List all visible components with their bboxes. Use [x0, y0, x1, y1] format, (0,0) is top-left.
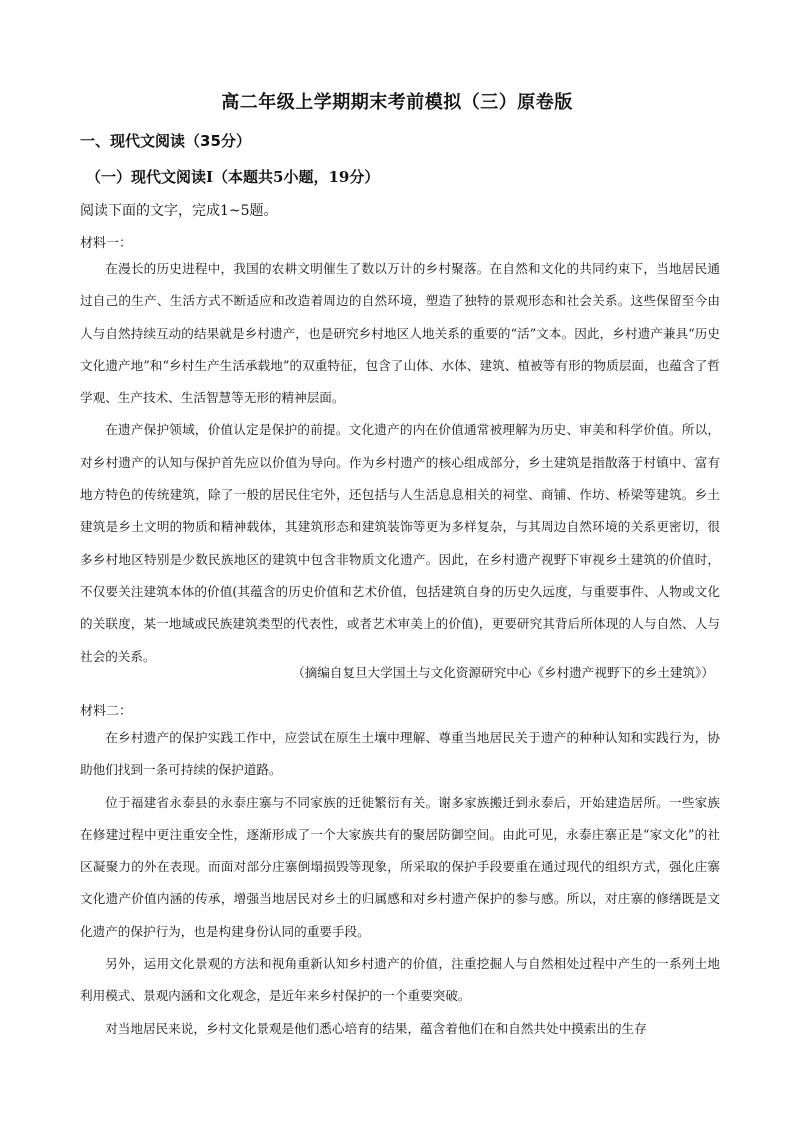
page-title: 高二年级上学期期末考前模拟（三）原卷版	[221, 92, 573, 113]
material-two-body	[80, 722, 720, 1045]
instruction-text: 阅读下面的文字，完成1~5题。	[80, 203, 278, 219]
subsection-heading: （一）现代文阅读Ⅰ（本题共5小题，19分）	[86, 168, 380, 186]
material-two-paragraph: 在乡村遗产的保护实践工作中，应尝试在原生土壤中理解、尊重当地居民关于遗产的种种认知和实践行为，协助他们找到一条可持续的保护道路。	[80, 730, 720, 778]
material-one-body	[80, 253, 720, 673]
material-two-paragraph: 另外，运用文化景观的方法和视角重新认知乡村遗产的价值，注重挖掘人与自然相处过程中产生的一系列土地利用模式、景观内涵和文化观念，是近年来乡村保护的一个重要突破。	[80, 956, 720, 1004]
material-one-paragraph: 在遗产保护领域，价值认定是保护的前提。文化遗产的内在价值通常被理解为历史、审美和科学价值。所以，对乡村遗产的认知与保护首先应以价值为导向。作为乡村遗产的核心组成部分，乡土建筑是指散落于村镇中、富有地方特色的传统建筑，除了一般的居民住宅外，还包括与人生活息息相关的祠堂、商铺、作坊、桥梁等建筑。乡土建筑是乡土文明的物质和精神载体，其建筑形态和建筑装饰等更为多样复杂，与其周边自然环境的关系更密切，很多乡村地区特别是少数民族地区的建筑中包含非物质文化遗产。因此，在乡村遗产视野下审视乡土建筑的价值时，不仅要关注建筑本体的价值(其蕴含的历史价值和艺术价值，包括建筑自身的历史久远度，与重要事件、人物或文化的关联度，某一地域或民族建筑类型的代表性，或者艺术审美上的价值)，更要研究其背后所体现的人与自然、人与社会的关系。	[80, 422, 720, 664]
material-two-paragraph: 对当地居民来说，乡村文化景观是他们悉心培育的结果，蕴含着他们在和自然共处中摸索出的生存	[105, 1020, 647, 1036]
material-one-paragraph: 在漫长的历史进程中，我国的农耕文明催生了数以万计的乡村聚落。在自然和文化的共同约束下，当地居民通过自己的生产、生活方式不断适应和改造着周边的自然环境，塑造了独特的景观形态和社会关系。这些保留至今由人与自然持续互动的结果就是乡村遗产，也是研究乡村地区人地关系的重要的“活”文本。因此，乡村遗产兼具“历史文化遗产地”和“乡村生产生活承载地”的双重特征，包含了山体、水体、建筑、植被等有形的物质层面，也蕴含了哲学观、生产技术、生活智慧等无形的精神层面。	[80, 261, 720, 406]
section-heading: 一、现代文阅读（35分）	[80, 132, 251, 150]
material-two-paragraph: 位于福建省永泰县的永泰庄寨与不同家族的迁徙繁衍有关。谢多家族搬迁到永泰后，开始建造居所。一些家族在修建过程中更注重安全性，逐渐形成了一个大家族共有的聚居防御空间。由此可见，永泰庄寨正是“家文化”的社区凝聚力的外在表现。而面对部分庄寨倒塌损毁等现象，所采取的保护手段要重在通过现代的组织方式，强化庄寨文化遗产价值内涵的传承，增强当地居民对乡土的归属感和对乡村遗产保护的参与感。所以，对庄寨的修缮既是文化遗产的保护行为，也是构建身份认同的重要手段。	[80, 794, 720, 939]
material-two-label: 材料二：	[80, 704, 133, 719]
material-one-source: （摘编自复旦大学国土与文化资源研究中心《乡村遗产视野下的乡土建筑》）	[292, 665, 714, 680]
material-one-label: 材料一：	[80, 236, 133, 251]
